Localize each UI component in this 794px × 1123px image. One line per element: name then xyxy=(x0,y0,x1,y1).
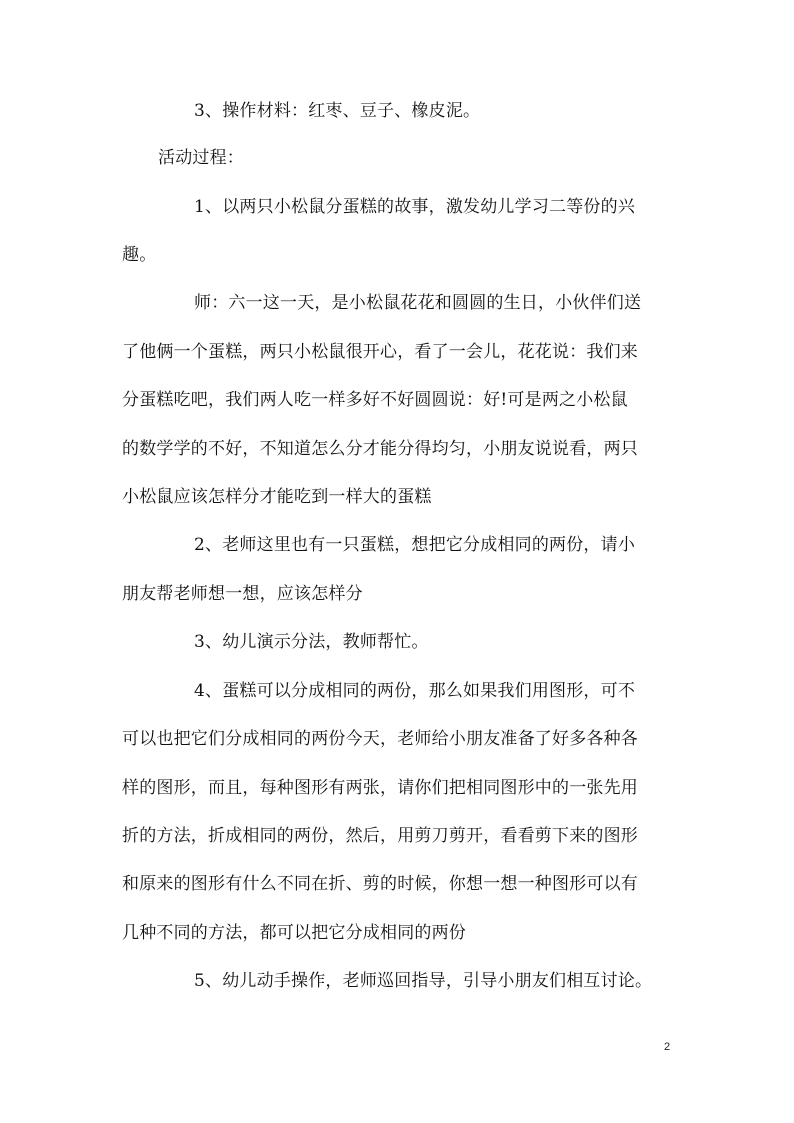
text-line: 几种不同的方法，都可以把它分成相同的两份 xyxy=(122,923,466,943)
text-line: 3、操作材料：红枣、豆子、橡皮泥。 xyxy=(194,101,481,121)
text-line: 小松鼠应该怎样分才能吃到一样大的蛋糕 xyxy=(122,487,432,507)
text-line: 趣。 xyxy=(122,245,157,265)
text-line: 分蛋糕吃吧，我们两人吃一样多好不好圆圆说：好!可是两之小松鼠 xyxy=(122,390,628,410)
text-line: 了他俩一个蛋糕，两只小松鼠很开心，看了一会儿，花花说：我们来 xyxy=(122,342,638,362)
text-line: 折的方法，折成相同的两份，然后，用剪刀剪开，看看剪下来的图形 xyxy=(122,826,638,846)
page-number: 2 xyxy=(664,1041,671,1053)
text-line: 师：六一这一天，是小松鼠花花和圆圆的生日，小伙伴们送 xyxy=(194,293,642,313)
text-line: 和原来的图形有什么不同在折、剪的时候，你想一想一种图形可以有 xyxy=(122,874,638,894)
text-line: 3、幼儿演示分法，教师帮忙。 xyxy=(194,632,429,652)
text-line: 朋友帮老师想一想，应该怎样分 xyxy=(122,584,363,604)
text-line: 可以也把它们分成相同的两份今天，老师给小朋友准备了好多各种各 xyxy=(122,729,638,749)
text-line: 2、老师这里也有一只蛋糕，想把它分成相同的两份，请小 xyxy=(194,535,636,555)
text-line: 样的图形，而且，每种图形有两张，请你们把相同图形中的一张先用 xyxy=(122,778,638,798)
text-line: 4、蛋糕可以分成相同的两份，那么如果我们用图形，可不 xyxy=(194,681,636,701)
text-line: 1、以两只小松鼠分蛋糕的故事，激发幼儿学习二等份的兴 xyxy=(194,197,636,217)
text-line: 的数学学的不好，不知道怎么分才能分得均匀，小朋友说说看，两只 xyxy=(122,439,638,459)
text-line: 5、幼儿动手操作，老师巡回指导，引导小朋友们相互讨论。 xyxy=(194,971,653,991)
section-heading: 活动过程： xyxy=(158,148,244,168)
